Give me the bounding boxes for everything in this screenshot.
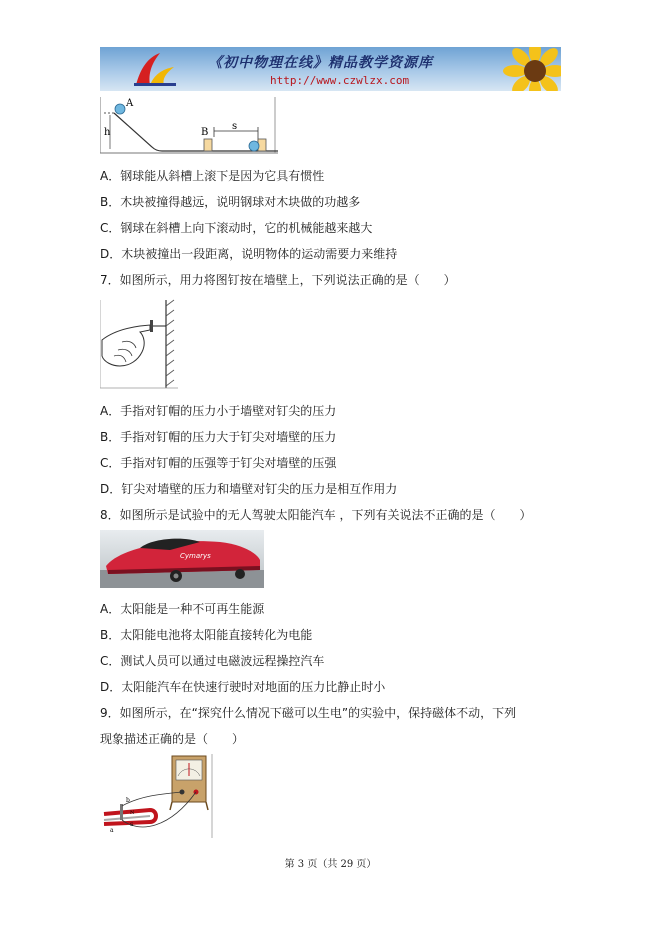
svg-text:a: a xyxy=(110,827,114,834)
q6-option-b: B．木块被撞得越远，说明钢球对木块做的功越多 xyxy=(100,195,361,209)
q8-option-b: B．太阳能电池将太阳能直接转化为电能 xyxy=(100,628,313,642)
header-banner xyxy=(100,47,561,91)
solar-car-photo xyxy=(100,530,264,588)
q8-option-a: A．太阳能是一种不可再生能源 xyxy=(100,602,265,616)
q8-option-d: D．太阳能汽车在快速行驶时对地面的压力比静止时小 xyxy=(100,680,386,694)
svg-text:b: b xyxy=(126,797,130,804)
q8-option-c: C．测试人员可以通过电磁波远程操控汽车 xyxy=(100,654,325,668)
q8-stem: 8．如图所示是试验中的无人驾驶太阳能汽车 ，下列有关说法不正确的是（ ） xyxy=(100,508,532,522)
q7-option-b: B．手指对钉帽的压力大于钉尖对墙壁的压力 xyxy=(100,430,337,444)
ramp-figure xyxy=(100,97,278,155)
thumbtack-figure xyxy=(100,296,180,390)
q7-option-c: C．手指对钉帽的压强等于钉尖对墙壁的压强 xyxy=(100,456,337,470)
q6-option-a: A．钢球能从斜槽上滚下是因为它具有惯性 xyxy=(100,169,325,183)
q6-option-d: D．木块被撞出一段距离，说明物体的运动需要力来维持 xyxy=(100,247,398,261)
q9-stem-line1: 9．如图所示，在“探究什么情况下磁可以生电”的实验中，保持磁体不动，下列 xyxy=(100,706,517,720)
q7-stem: 7．如图所示，用力将图钉按在墙壁上，下列说法正确的是（ ） xyxy=(100,273,456,287)
svg-text:B: B xyxy=(201,127,209,138)
svg-text:S: S xyxy=(130,822,134,828)
svg-text:N: N xyxy=(130,810,135,816)
q6-option-c: C．钢球在斜槽上向下滚动时，它的机械能越来越大 xyxy=(100,221,373,235)
wood-block-b xyxy=(204,139,212,151)
svg-text:A: A xyxy=(126,98,134,109)
site-logo-icon xyxy=(130,49,180,89)
svg-text:s: s xyxy=(232,121,238,132)
steel-ball-a xyxy=(115,104,125,114)
q9-stem-line2: 现象描述正确的是（ ） xyxy=(100,732,245,746)
induction-experiment-figure xyxy=(100,754,214,838)
page-footer: 第 3 页（共 29 页） xyxy=(284,859,377,870)
q7-option-d: D．钉尖对墙壁的压力和墙壁对钉尖的压力是相互作用力 xyxy=(100,482,398,496)
sunflower-icon xyxy=(500,47,561,91)
banner-title: 《初中物理在线》精品教学资源库 xyxy=(208,55,433,71)
svg-text:h: h xyxy=(104,127,111,138)
banner-url: http://www.czwlzx.com xyxy=(270,74,410,87)
svg-text:Cymarys: Cymarys xyxy=(180,552,211,560)
q7-option-a: A．手指对钉帽的压力小于墙壁对钉尖的压力 xyxy=(100,404,337,418)
